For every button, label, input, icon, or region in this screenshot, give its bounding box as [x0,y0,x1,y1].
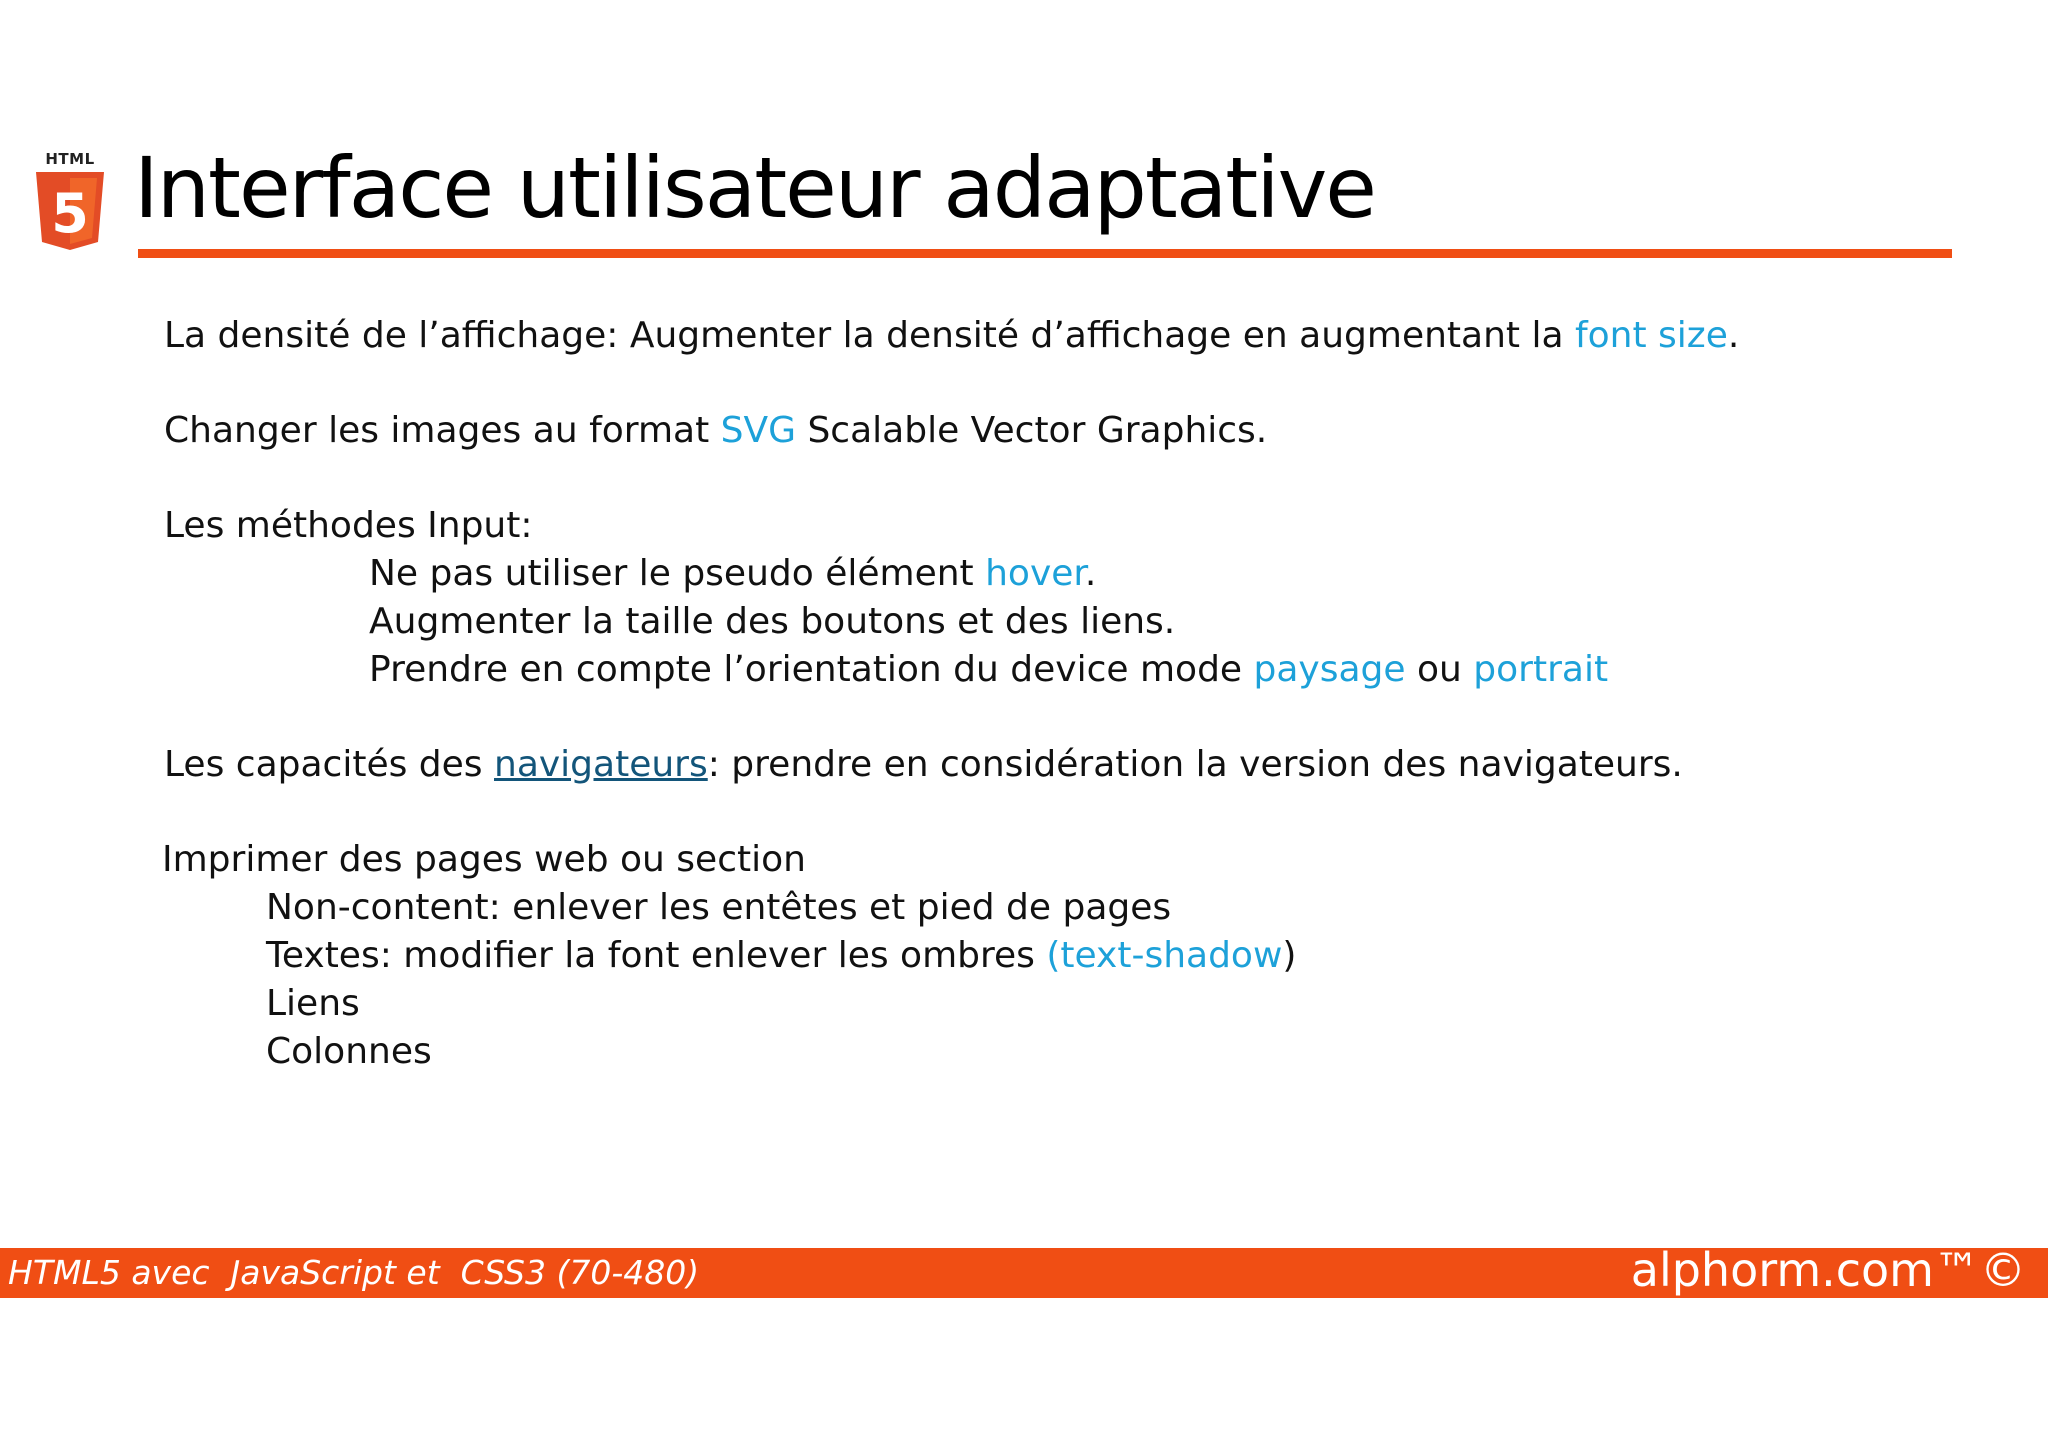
texts-close-paren: ) [1282,935,1297,976]
svg-line [164,409,1267,453]
html5-logo-label: HTML [45,150,95,168]
buttons-line: Augmenter la taille des boutons et des liens. [369,601,1176,642]
keyword-svg: SVG [720,410,797,451]
navigateurs-link[interactable]: navigateurs [494,744,708,785]
keyword-text-shadow: text-shadow [1060,935,1283,976]
density-line [164,314,1739,358]
texts-line [266,934,1296,978]
keyword-hover: hover [985,553,1085,594]
density-text: La densité de l’affichage: Augmenter la densité d’affichage en augmentant la [164,315,1575,356]
print-heading: Imprimer des pages web ou section [162,839,806,880]
orientation-text: Prendre en compte l’orientation du device mode [369,649,1254,690]
footer-brand: alphorm.com™© [1630,1243,2026,1297]
svg-end: Scalable Vector Graphics. [796,410,1268,451]
keyword-paysage: paysage [1253,649,1406,690]
hover-end: . [1084,553,1097,594]
browsers-text: Les capacités des [164,744,494,785]
input-heading: Les méthodes Input: [164,505,533,546]
density-end: . [1727,315,1740,356]
page-title: Interface utilisateur adaptative [134,139,1375,237]
keyword-font-size: font size [1574,315,1728,356]
columns-line: Colonnes [266,1031,432,1072]
texts-open-paren: ( [1046,935,1061,976]
browsers-line [164,743,1683,787]
orientation-or: ou [1405,649,1474,690]
footer-course-title: HTML5 avec JavaScript et CSS3 (70-480) [8,1253,700,1292]
noncontent-line: Non-content: enlever les entêtes et pied de pages [266,887,1172,928]
texts-text: Textes: modifier la font enlever les ombres [266,935,1047,976]
footer-bar [0,1243,2048,1298]
hover-line [369,552,1096,596]
browsers-end: : prendre en considération la version des navigateurs. [707,744,1683,785]
orientation-line [369,648,1608,692]
html5-logo-numeral: 5 [51,182,89,245]
keyword-portrait: portrait [1473,649,1609,690]
svg-text: Changer les images au format [164,410,721,451]
hover-text: Ne pas utiliser le pseudo élément [369,553,986,594]
links-line: Liens [266,983,360,1024]
